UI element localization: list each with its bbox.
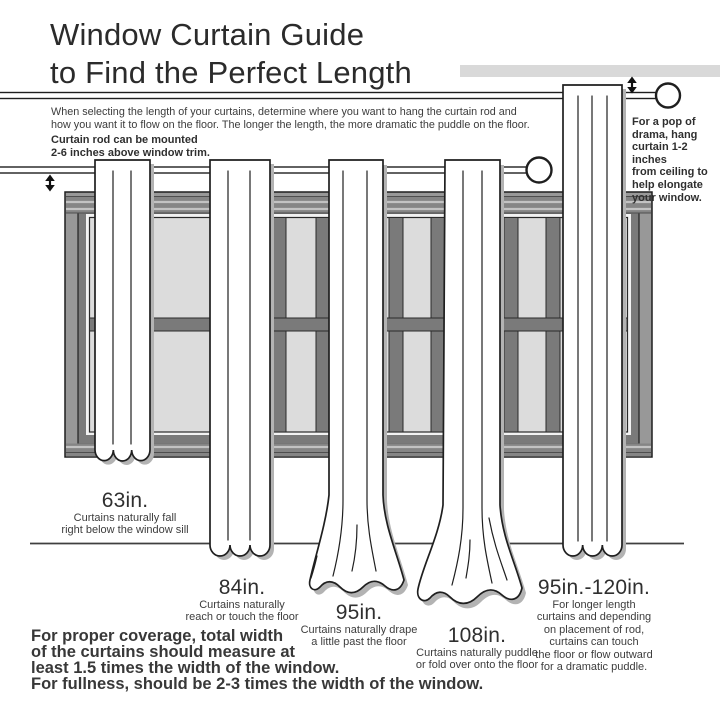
ceiling-note-line: from ceiling to [632,166,708,179]
length-desc-line: Curtains naturally fall [73,512,177,524]
intro-text [51,106,530,132]
ceiling-gap-arrow-icon [627,77,637,94]
curtain-84in [210,160,274,560]
coverage-note [31,629,483,693]
rod-note-line-2: 2-6 inches above window trim. [51,146,210,159]
length-desc-line: on placement of rod, [543,623,645,636]
length-desc-line: the floor or flow outward [535,648,653,661]
ceiling-note [632,116,720,204]
length-label-95-120in [504,576,684,673]
ceiling-note-line: For a pop of [632,116,696,128]
title-line-1: Window Curtain Guide [50,17,365,52]
length-desc-line: Curtains naturally [199,599,285,611]
length-desc-line: reach or touch the floor [185,611,299,624]
coverage-line: of the curtains should measure at [31,642,296,661]
length-value: 95in. [335,601,383,624]
length-desc-line: curtains can touch [549,636,639,649]
length-desc-line: for a dramatic puddle. [540,661,648,674]
ceiling-note-line: your window. [632,191,702,204]
length-desc-line: curtains and depending [536,611,652,624]
curtain-63in [95,160,154,465]
rod-height-arrow-icon [45,175,55,192]
ceiling-note-line: help elongate [632,178,703,191]
length-desc-line: Curtains naturally drape [300,624,418,636]
finial-icon [527,158,552,183]
coverage-line: For fullness, should be 2-3 times the width of the window. [31,674,484,693]
intro-line-1: When selecting the length of your curtains, determine where you want to hang the curtain rod and [51,106,517,118]
length-desc-line: For longer length [552,599,636,611]
coverage-line: least 1.5 times the width of the window. [31,658,340,677]
ceiling-note-line: drama, hang [632,128,698,141]
page-title [50,16,412,92]
rod-note-line-1: Curtain rod can be mounted [51,134,198,146]
ceiling-note-line: curtain 1-2 inches [632,141,688,166]
ceiling-bar [460,65,720,77]
rod-mount-note [51,134,210,159]
curtain-95-120in [563,85,626,560]
length-desc-line: or fold over onto the floor [415,659,539,672]
length-desc-line: a little past the floor [311,636,407,649]
length-value: 63in. [101,489,149,512]
length-desc-line: right below the window sill [61,524,189,537]
length-value: 84in. [218,576,266,599]
finial-icon [656,84,680,108]
coverage-line: For proper coverage, total width [31,627,284,645]
length-value: 95in.-120in. [537,576,651,599]
length-desc-line: Curtains naturally puddle [416,647,538,659]
title-line-2: to Find the Perfect Length [50,55,412,90]
length-value: 108in. [447,624,507,647]
intro-line-2: how you want it to flow on the floor. The longer the length, the more dramatic the puddle on the floor. [51,119,530,132]
length-label-63in [40,489,210,537]
